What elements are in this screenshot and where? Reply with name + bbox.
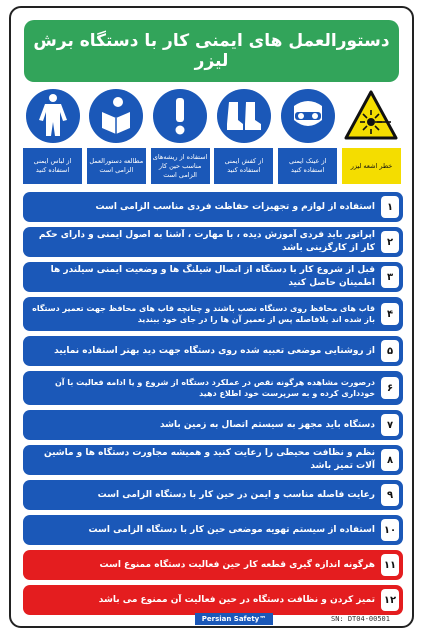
rule-text: قاب های محافظ روی دستگاه نصب باشند و چنانچه قاب های محافظ جهت تعمیر دستگاه باز شده اند بلافاصله پس از تعمیر آن ها را در جای خود ببندید bbox=[32, 304, 375, 324]
rule-number: ۸ bbox=[381, 449, 399, 471]
sign-title: دستورالعمل های ایمنی کار با دستگاه برش لیزر bbox=[24, 20, 399, 82]
rule-row-10 bbox=[23, 515, 403, 545]
icon-cell-manual bbox=[87, 88, 146, 188]
rule-row-1 bbox=[23, 192, 403, 222]
rule-text: از روشنایی موضعی تعبیه شده روی دستگاه جهت دید بهتر استفاده نمایید bbox=[54, 345, 375, 356]
rule-row-8 bbox=[23, 445, 403, 475]
rule-number: ۱۱ bbox=[381, 554, 399, 576]
rule-text: تمیز کردن و نظافت دستگاه در حین فعالیت آن ممنوع می باشد bbox=[98, 594, 375, 605]
safety-sign bbox=[9, 6, 414, 628]
rule-number: ۳ bbox=[381, 266, 399, 288]
rule-number: ۴ bbox=[381, 303, 399, 325]
rule-row-5 bbox=[23, 336, 403, 366]
rule-row-3 bbox=[23, 262, 403, 292]
rule-row-9 bbox=[23, 480, 403, 510]
rule-number: ۱۰ bbox=[381, 519, 399, 541]
rule-text: نظم و نظافت محیطی را رعایت کنید و همیشه مجاورت دستگاه ها و ماشین آلات تمیز باشد bbox=[43, 448, 375, 471]
read-manual-icon bbox=[88, 88, 144, 144]
icon-cell-exclamation bbox=[151, 88, 210, 188]
icon-cell-goggles bbox=[278, 88, 337, 188]
rule-text: دستگاه باید مجهز به سیستم اتصال به زمین باشد bbox=[159, 419, 375, 430]
rule-row-11 bbox=[23, 550, 403, 580]
icon-cell-boots bbox=[214, 88, 273, 188]
rule-text: هرگونه اندازه گیری قطعه کار حین فعالیت دستگاه ممنوع است bbox=[99, 559, 375, 570]
rule-row-4 bbox=[23, 297, 403, 331]
icon-row bbox=[23, 88, 401, 188]
exclamation-icon bbox=[152, 88, 208, 144]
rule-number: ۱ bbox=[381, 196, 399, 218]
protective-suit-icon bbox=[25, 88, 81, 144]
rule-text: رعایت فاصله مناسب و ایمن در حین کار با دستگاه الزامی است bbox=[97, 489, 375, 500]
rule-text: درصورت مشاهده هرگونه نقص در عملکرد دستگاه از شروع و یا ادامه فعالیت با آن خودداری کرده و به سرپرست خود اطلاع دهید bbox=[54, 378, 375, 398]
rule-number: ۷ bbox=[381, 414, 399, 436]
rule-number: ۵ bbox=[381, 340, 399, 362]
icon-label-manual: مطالعه دستورالعمل الزامی است bbox=[87, 148, 146, 184]
rule-row-2 bbox=[23, 227, 403, 257]
icon-label-laser: خطر اشعه لیزر bbox=[342, 148, 401, 184]
icon-label-suit: از لباس ایمنی استفاده کنید bbox=[23, 148, 82, 184]
laser-warning-icon bbox=[343, 88, 399, 144]
rule-row-6 bbox=[23, 371, 403, 405]
rule-number: ۱۲ bbox=[381, 589, 399, 611]
rule-row-12 bbox=[23, 585, 403, 615]
icon-label-exclamation: استفاده از ریشه‌های مناسب حین کار الزامی است bbox=[151, 148, 210, 184]
rule-text: قبل از شروع کار با دستگاه از اتصال شیلنگ ها و وضعیت ایمنی سیلندر ها اطمینان حاصل کنید bbox=[50, 265, 375, 288]
rule-number: ۲ bbox=[381, 231, 399, 253]
product-code: SN: DT04-00501 bbox=[330, 615, 390, 623]
icon-label-goggles: از عینک ایمنی استفاده کنید bbox=[278, 148, 337, 184]
rule-text: استفاده از سیستم تهویه موضعی حین کار با دستگاه الزامی است bbox=[88, 524, 375, 535]
rule-number: ۹ bbox=[381, 484, 399, 506]
rule-text: استفاده از لوازم و تجهیزات حفاظت فردی مناسب الزامی است bbox=[95, 201, 375, 212]
rule-number: ۶ bbox=[381, 377, 399, 399]
rule-row-7 bbox=[23, 410, 403, 440]
brand-badge: Persian Safety™ bbox=[195, 613, 273, 625]
icon-label-boots: از کفش ایمنی استفاده کنید bbox=[214, 148, 273, 184]
safety-boots-icon bbox=[216, 88, 272, 144]
icon-cell-laser bbox=[342, 88, 401, 188]
safety-goggles-icon bbox=[280, 88, 336, 144]
icon-cell-suit bbox=[23, 88, 82, 188]
rule-text: اپراتور باید فردی آموزش دیده ، با مهارت ، آشنا به اصول ایمنی و دارای حکم کار از کارگزینی باشد bbox=[38, 230, 375, 253]
